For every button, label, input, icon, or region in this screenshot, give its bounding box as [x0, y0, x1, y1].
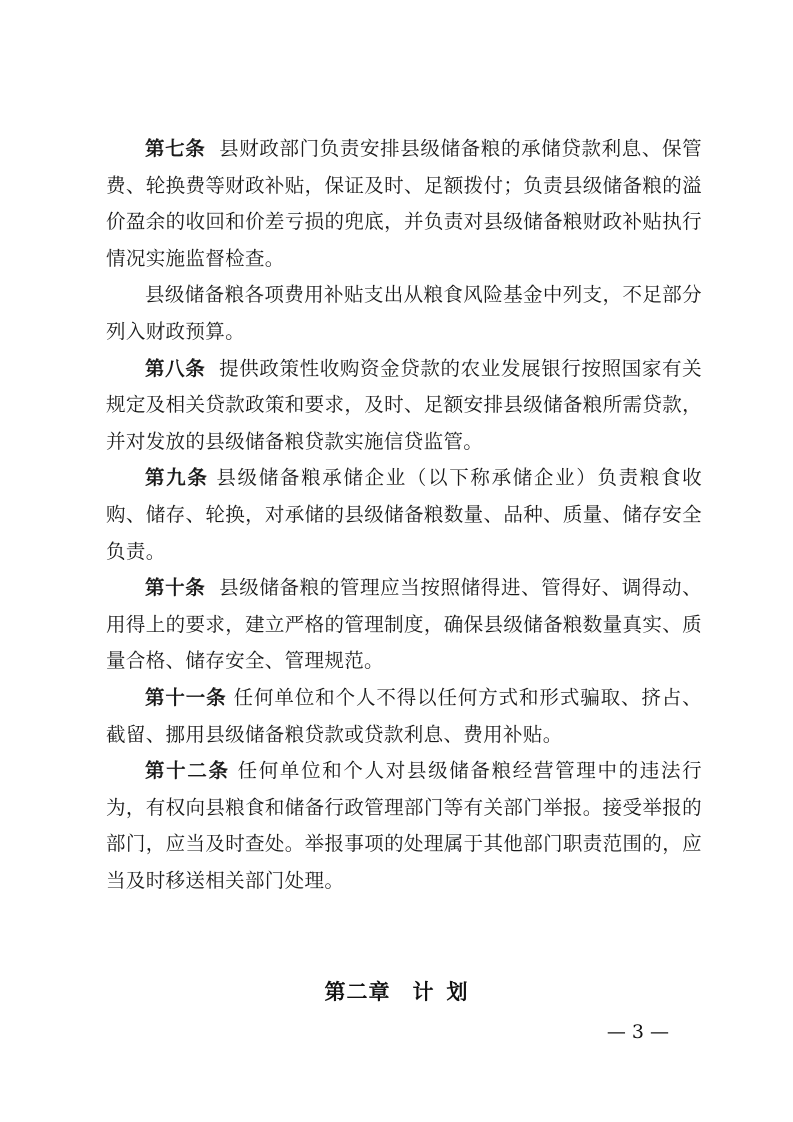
article-10-label: 第十条: [145, 576, 206, 600]
article-7-text: 县财政部门负责安排县级储备粮的承储贷款利息、保管费、轮换费等财政补贴，保证及时、足额拨付；负责县级储备粮的溢价盈余的收回和价差亏损的兜底，并负责对县级储备粮财政补贴执行情况实施监督检查。: [106, 137, 702, 270]
article-12-text: 任何单位和个人对县级储备粮经营管理中的违法行为，有权向县粮食和储备行政管理部门等有关部门举报。接受举报的部门，应当及时查处。举报事项的处理属于其他部门职责范围的，应当及时移送相关部门处理。: [106, 759, 702, 892]
article-11-text: 任何单位和个人不得以任何方式和形式骗取、挤占、截留、挪用县级储备粮贷款或贷款利息、费用补贴。: [106, 685, 702, 746]
article-9-paragraph: [106, 460, 702, 570]
article-7-paragraph: [106, 131, 702, 277]
article-11-paragraph: [106, 680, 702, 753]
article-11-label: 第十一条: [145, 685, 227, 709]
article-12-label: 第十二条: [145, 759, 230, 783]
article-8-text: 提供政策性收购资金贷款的农业发展银行按照国家有关规定及相关贷款政策和要求，及时、足额安排县级储备粮所需贷款，并对发放的县级储备粮贷款实施信贷监管。: [106, 356, 702, 453]
page-number: — 3 —: [606, 1021, 669, 1043]
document-body: [106, 131, 702, 899]
chapter-title-part-2: 划: [446, 980, 469, 1004]
article-8-paragraph: [106, 351, 702, 461]
article-9-label: 第九条: [145, 466, 209, 490]
article-9-text: 县级储备粮承储企业（以下称承储企业）负责粮食收购、储存、轮换，对承储的县级储备粮数量、品种、质量、储存安全负责。: [106, 466, 702, 563]
chapter-title-part-1: 计: [412, 980, 435, 1004]
article-7-paragraph-2: [106, 277, 702, 350]
article-7-para2-text: 县级储备粮各项费用补贴支出从粮食风险基金中列支，不足部分列入财政预算。: [106, 283, 702, 343]
chapter-heading: [0, 976, 793, 1008]
article-7-label: 第七条: [145, 137, 206, 160]
chapter-number: 第二章: [324, 980, 391, 1004]
article-10-text: 县级储备粮的管理应当按照储得进、管得好、调得动、用得上的要求，建立严格的管理制度，确保县级储备粮数量真实、质量合格、储存安全、管理规范。: [106, 576, 702, 673]
article-10-paragraph: [106, 570, 702, 680]
article-8-label: 第八条: [145, 356, 206, 380]
article-12-paragraph: [106, 753, 702, 899]
